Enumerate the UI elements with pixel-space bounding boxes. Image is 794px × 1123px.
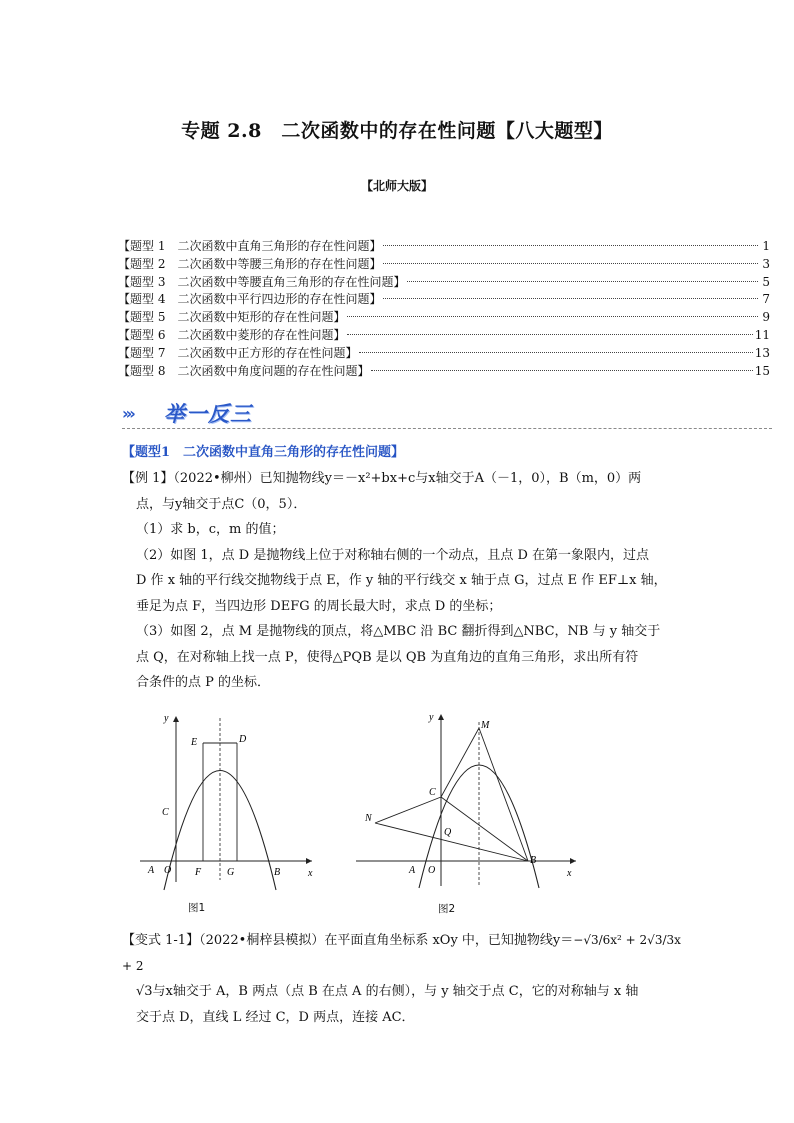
toc-label: 【题型 1 二次函数中直角三角形的存在性问题】 [118,239,382,253]
toc-label: 【题型 3 二次函数中等腰直角三角形的存在性问题】 [118,274,406,289]
variant-intro: 【变式 1-1】（2022•桐梓县模拟）在平面直角坐标系 xOy 中，已知抛物线y＝ [122,933,574,948]
document-title: 专题 2.8 二次函数中的存在性问题【八大题型】 [181,120,613,142]
toc-page-number: 15 [754,363,770,378]
figure-1-graph [140,712,320,892]
section-heading: 【题型1 二次函数中直角三角形的存在性问题】 [122,445,405,460]
label-y: y [429,712,434,723]
question-3-line: 合条件的点 P 的坐标． [136,675,271,690]
toc-label: 【题型 5 二次函数中矩形的存在性问题】 [118,310,346,325]
question-3-line: 点 Q，在对称轴上找一点 P，使得△PQB 是以 QB 为直角边的直角三角形，求出所有符 [136,649,639,665]
toc-leader [359,352,752,353]
toc-label: 【题型 8 二次函数中角度问题的存在性问题】 [118,363,370,378]
toc-leader [347,316,758,317]
label-x: x [308,868,313,879]
question-2-line: D 作 x 轴的平行线交抛物线于点 E，作 y 轴的平行线交 x 轴于点 G，过点 E 作 EF⊥x 轴， [136,573,667,588]
label-O: O [428,865,436,876]
label-x: x [567,868,572,879]
toc-page-number: 13 [754,345,770,360]
y-axis-arrow-icon [173,716,179,722]
toc-entry-4[interactable] [118,291,770,309]
question-3-line: （3）如图 2，点 M 是抛物线的顶点，将△MBC 沿 BC 翻折得到△NBC，NB 与 y 轴交于 [136,624,661,639]
label-A: A [409,865,416,876]
triple-arrow-icon: ››› [122,404,133,423]
label-C: C [162,807,169,818]
label-B: B [274,867,281,878]
example-line: 【例 1】（2022•柳州）已知抛物线y＝－x²+bx+c与x轴交于A（－1，0），B（m，0）两 [122,471,642,486]
segment-NB [375,823,528,861]
variant-line: √3与x轴交于 A，B 两点（点 B 在点 A 的右侧），与 y 轴交于点 C，它的对称轴与 x 轴 [136,984,639,999]
example-line: 点，与y轴交于点C（0，5）． [136,496,307,512]
question-1: （1）求 b，c，m 的值； [136,522,285,537]
banner-title: 举一反三 [164,401,252,426]
question-2-line: 垂足为点 F，当四边形 DEFG 的周长最大时，求点 D 的坐标； [136,598,502,614]
toc-entry-2[interactable] [118,256,770,274]
figure-1-caption: 图1 [188,902,206,914]
banner-divider [122,428,772,429]
label-C: C [429,787,436,798]
table-of-contents [118,238,770,380]
toc-leader [407,281,758,282]
label-D: D [239,734,247,745]
toc-page-number: 11 [754,327,770,342]
parabola-formula: −√3/6x² + 2√3/3x + 2 [122,933,681,973]
label-Q: Q [444,827,452,838]
label-E: E [191,737,198,748]
segment-NC [375,797,441,823]
toc-leader [371,370,752,371]
toc-label: 【题型 4 二次函数中平行四边形的存在性问题】 [118,292,382,307]
toc-page-number: 5 [762,274,770,289]
toc-label: 【题型 6 二次函数中菱形的存在性问题】 [118,327,346,342]
segment-CM [441,728,479,797]
toc-entry-1[interactable] [118,238,770,256]
y-axis-arrow-icon [438,714,444,720]
variant-line: 交于点 D，直线 L 经过 C，D 两点，连接 AC． [136,1009,415,1025]
edition-label: 【北师大版】 [360,179,433,193]
figure-1 [140,712,320,914]
x-axis-arrow-icon [570,858,576,864]
toc-leader [347,334,752,335]
question-2-line: （2）如图 1，点 D 是抛物线上位于对称轴右侧的一个动点，且点 D 在第一象限内，过点 [136,547,650,563]
toc-label: 【题型 2 二次函数中等腰三角形的存在性问题】 [118,256,382,271]
figure-2 [352,710,582,915]
x-axis-arrow-icon [306,858,312,864]
toc-label: 【题型 7 二次函数中正方形的存在性问题】 [118,345,358,360]
toc-leader [383,263,758,264]
toc-page-number: 1 [762,239,770,253]
toc-leader [383,245,758,246]
toc-page-number: 7 [762,292,770,307]
label-G: G [227,867,235,878]
label-F: F [195,867,202,878]
label-y: y [164,713,169,724]
segment-MB [479,728,528,861]
figure-2-graph [352,710,582,895]
label-M: M [481,720,490,731]
example-1 [122,466,678,696]
section-banner [122,398,772,432]
toc-entry-6[interactable] [118,327,770,345]
toc-page-number: 3 [762,256,770,271]
segment-CB [441,797,528,861]
toc-entry-7[interactable] [118,345,770,363]
label-B: B [530,855,537,866]
toc-entry-3[interactable] [118,274,770,292]
variant-1-1 [122,928,682,1030]
toc-leader [383,298,758,299]
label-A: A [148,865,155,876]
figure-2-caption: 图2 [438,903,456,915]
label-O: O [164,865,172,876]
toc-page-number: 9 [762,310,770,325]
label-N: N [365,813,372,824]
variant-line [122,928,682,979]
toc-entry-8[interactable] [118,363,770,381]
toc-entry-5[interactable] [118,309,770,327]
